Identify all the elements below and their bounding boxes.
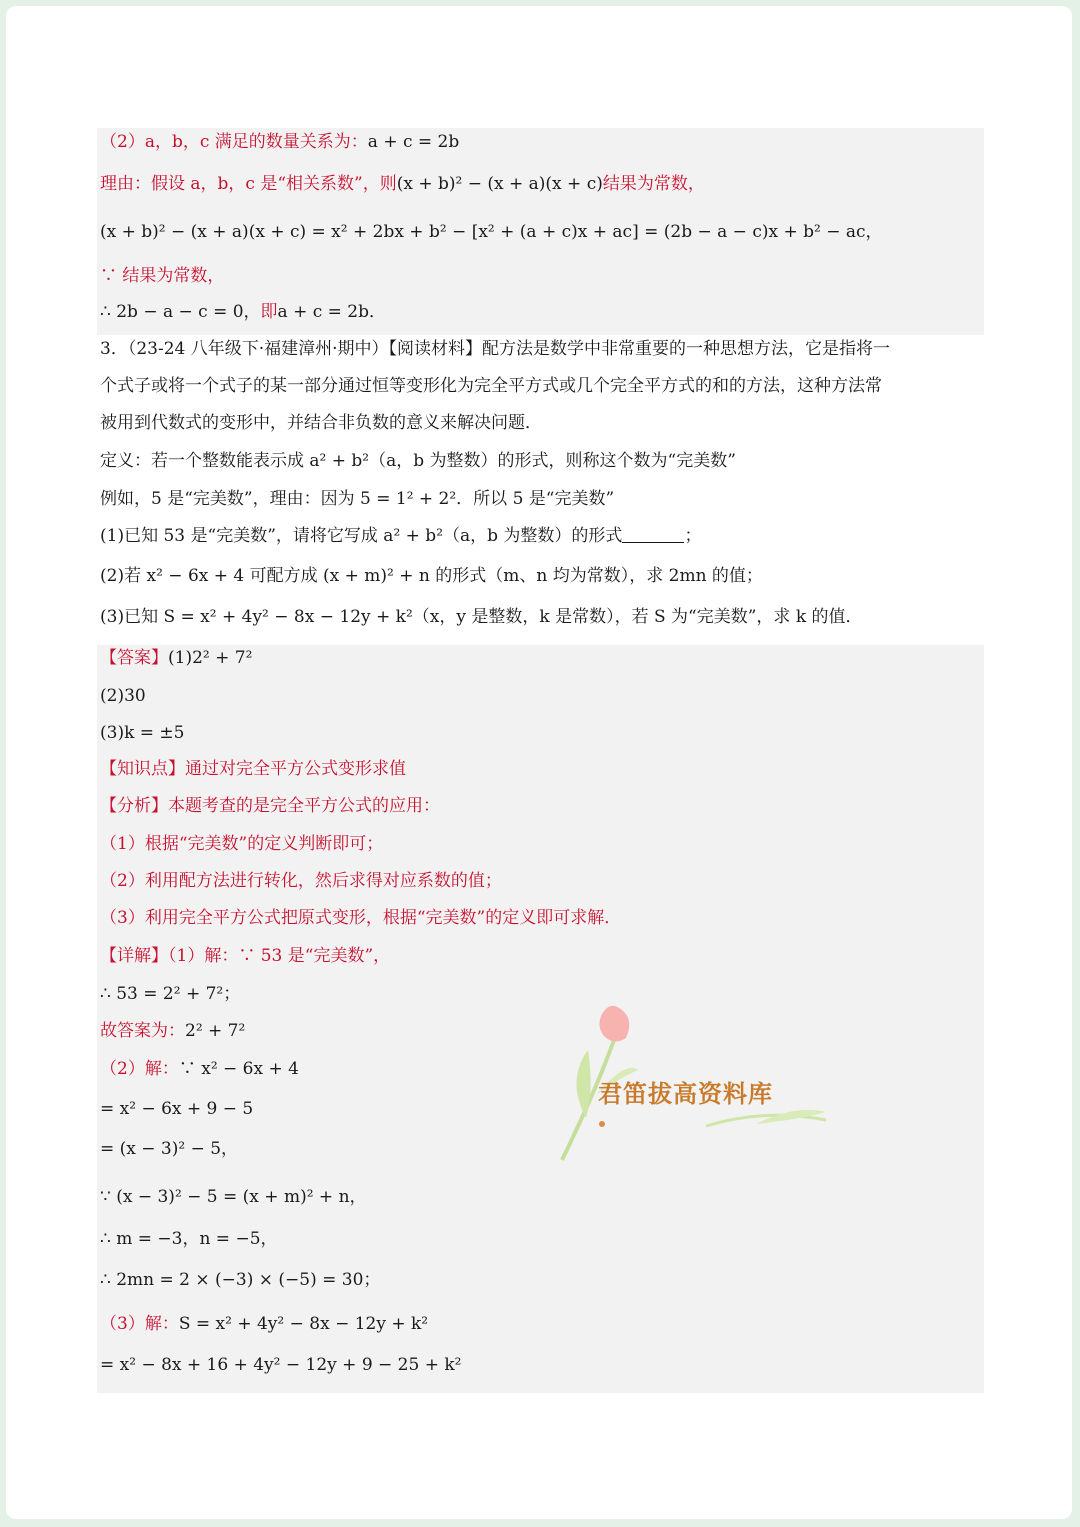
prev-because-line: ∵ 结果为常数， [100, 266, 225, 286]
detail-2-line-1 [100, 1057, 299, 1081]
detail-1-text: ∵ 53 是“完美数”， [238, 946, 391, 966]
prev-p2-formula: a + c = 2b [367, 132, 460, 152]
answer-label: 【答案】 [100, 648, 168, 668]
question-example: 例如，5 是“完美数”，理由：因为 5 = 1² + 2²．所以 5 是“完美数” [100, 489, 615, 509]
prev-conclude-line [100, 300, 386, 324]
detail-line-1 [100, 944, 390, 968]
prev-conclude-a: ∴ 2b − a − c = 0， [100, 302, 261, 322]
analysis-step-1: （1）根据“完美数”的定义判断即可； [100, 834, 384, 854]
question-line-3: 被用到代数式的变形中，并结合非负数的意义来解决问题． [100, 413, 542, 433]
prev-reason-label: 理由：假设 a，b，c 是“相关系数”，则 [100, 174, 397, 194]
question-part-1-text: (1)已知 53 是“完美数”，请将它写成 a² + b²（a，b 为整数）的形式 [100, 526, 623, 546]
prev-p2-line [100, 130, 459, 154]
detail-2-line-4: ∵ (x − 3)² − 5 = (x + m)² + n， [100, 1187, 367, 1207]
watermark-text: 君笛拔高资料库 [598, 1080, 773, 1108]
question-part-1-end: ； [684, 526, 702, 546]
question-part-2: (2)若 x² − 6x + 4 可配方成 (x + m)² + n 的形式（m、n 均为常数），求 2mn 的值； [100, 566, 763, 586]
detail-label: 【详解】 [100, 946, 168, 966]
prev-reason-line [100, 172, 705, 196]
question-line-2: 个式子或将一个式子的某一部分通过恒等变形化为完全平方式或几个完全平方式的和的方法，这种方法常 [100, 376, 882, 396]
prev-conclude-c: a + c = 2b． [277, 302, 387, 322]
answer-1: (1)2² + 7² [168, 648, 253, 668]
analysis-label: 【分析】 [100, 796, 168, 816]
detail-1-answer-label: 故答案为： [100, 1021, 185, 1041]
answer-3: (3)k = ±5 [100, 723, 185, 743]
prev-expand-formula: (x + b)² − (x + a)(x + c) = x² + 2bx + b² − [x² + (a + c)x + ac] = (2b − a − c)x + b² − ac， [100, 222, 883, 242]
detail-3-line-1 [100, 1312, 428, 1336]
detail-1-answer: 2² + 7² [185, 1021, 246, 1041]
detail-1-line-3 [100, 1019, 245, 1043]
detail-3-head: （3）解： [100, 1314, 179, 1334]
analysis-line [100, 794, 440, 818]
detail-3-line-2: = x² − 8x + 16 + 4y² − 12y + 9 − 25 + k² [100, 1355, 462, 1375]
detail-2-line-6: ∴ 2mn = 2 × (−3) × (−5) = 30； [100, 1270, 381, 1290]
knowledge-text: 通过对完全平方公式变形求值 [185, 759, 406, 779]
prev-expand-line [100, 220, 883, 244]
prev-p2-label: （2） [100, 132, 145, 152]
analysis-step-2: （2）利用配方法进行转化，然后求得对应系数的值； [100, 871, 502, 891]
knowledge-line [100, 757, 406, 781]
answer-2: (2)30 [100, 686, 146, 706]
detail-3-text: S = x² + 4y² − 8x − 12y + k² [178, 1314, 429, 1334]
answer-line-1 [100, 646, 252, 670]
prev-reason-tail: 结果为常数， [602, 174, 705, 194]
question-head: 3．（23-24 八年级下·福建漳州·期中）【阅读材料】配方法是数学中非常重要的一种思想方法，它是指将一 [100, 339, 891, 359]
detail-2-text: ∵ x² − 6x + 4 [178, 1059, 299, 1079]
knowledge-label: 【知识点】 [100, 759, 185, 779]
answer-blank [622, 526, 684, 543]
question-part-1 [100, 524, 701, 548]
detail-2-line-2: = x² − 6x + 9 − 5 [100, 1099, 254, 1119]
prev-conclude-b: 即 [260, 302, 278, 322]
question-part-3: (3)已知 S = x² + 4y² − 8x − 12y + k²（x，y 是整数，k 是常数），若 S 为“完美数”，求 k 的值． [100, 607, 863, 627]
analysis-step-3: （3）利用完全平方公式把原式变形，根据“完美数”的定义即可求解． [100, 908, 622, 928]
prev-reason-formula: (x + b)² − (x + a)(x + c) [396, 174, 603, 194]
detail-2-line-5: ∴ m = −3，n = −5， [100, 1229, 278, 1249]
detail-1-head: （1）解： [168, 946, 239, 966]
detail-2-head: （2）解： [100, 1059, 179, 1079]
detail-1-line-2: ∴ 53 = 2² + 7²； [100, 984, 241, 1004]
analysis-text: 本题考查的是完全平方公式的应用： [168, 796, 440, 816]
question-definition: 定义：若一个整数能表示成 a² + b²（a，b 为整数）的形式，则称这个数为“完美数” [100, 451, 736, 471]
detail-2-line-3: = (x − 3)² − 5， [100, 1139, 239, 1159]
prev-p2-text: a，b，c 满足的数量关系为： [144, 132, 368, 152]
